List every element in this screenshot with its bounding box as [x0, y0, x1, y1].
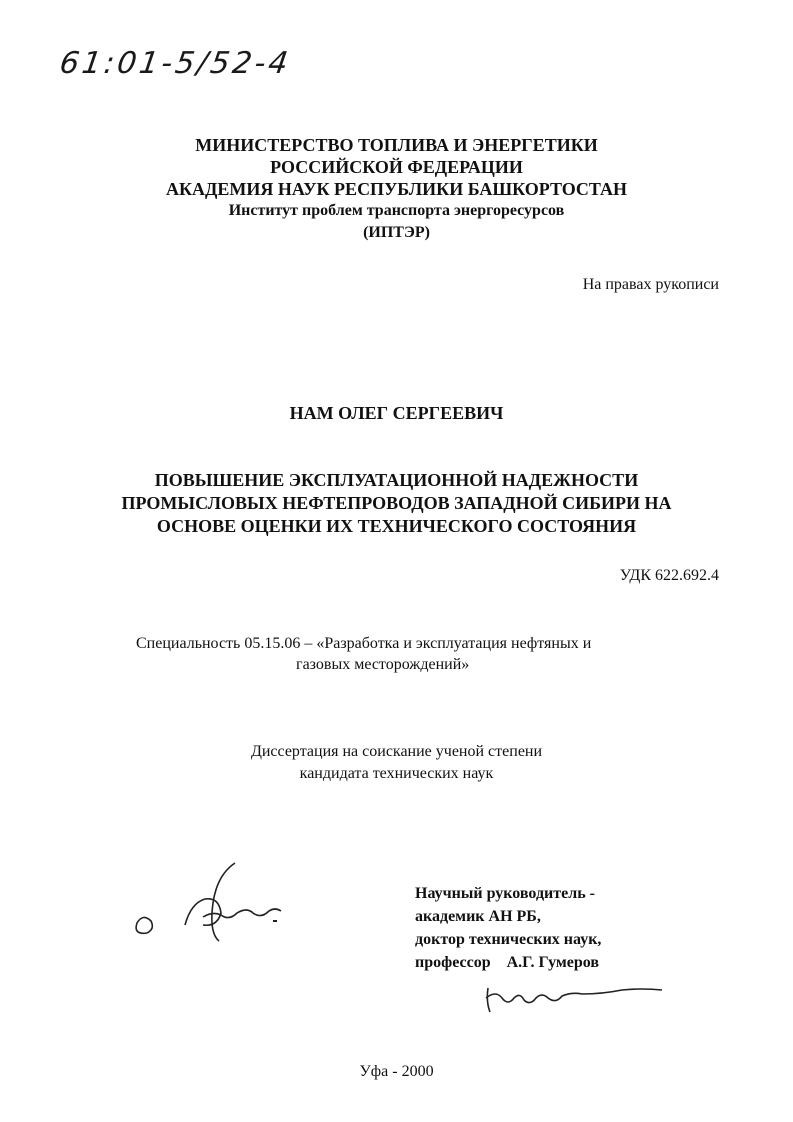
org-institute-line: Институт проблем транспорта энергоресурсов	[228, 202, 565, 219]
author-name: НАМ ОЛЕГ СЕРГЕЕВИЧ	[289, 403, 504, 423]
org-federation-line: РОССИЙСКОЙ ФЕДЕРАЦИИ	[270, 157, 523, 177]
title-line-3: ОСНОВЕ ОЦЕНКИ ИХ ТЕХНИЧЕСКОГО СОСТОЯНИЯ	[156, 516, 637, 536]
supervisor-line-2: академик АН РБ,	[415, 908, 541, 925]
city-year: Уфа - 2000	[359, 1063, 434, 1080]
org-abbreviation: (ИПТЭР)	[363, 224, 430, 241]
organization-header	[0, 134, 793, 244]
specialty-line-1: Специальность 05.15.06 – «Разработка и эксплуатация нефтяных и	[136, 635, 592, 652]
org-academy-line: АКАДЕМИЯ НАУК РЕСПУБЛИКИ БАШКОРТОСТАН	[165, 179, 628, 199]
org-ministry-line: МИНИСТЕРСТВО ТОПЛИВА И ЭНЕРГЕТИКИ	[195, 135, 598, 155]
supervisor-block	[415, 882, 601, 974]
archive-code-handwritten: 61:01-5/52-4	[57, 46, 294, 81]
supervisor-line-3: доктор технических наук,	[415, 931, 602, 948]
degree-block	[0, 741, 793, 785]
supervisor-signature	[478, 980, 688, 1020]
dissertation-title	[0, 469, 793, 538]
specialty-line-2: газовых месторождений»	[296, 656, 470, 673]
supervisor-line-4: профессор А.Г. Гумеров	[415, 954, 600, 971]
supervisor-line-1: Научный руководитель -	[415, 885, 595, 902]
udk-code: УДК 622.692.4	[619, 567, 719, 584]
specialty-block	[136, 633, 696, 675]
manuscript-note: На правах рукописи	[582, 276, 719, 293]
title-line-1: ПОВЫШЕНИЕ ЭКСПЛУАТАЦИОННОЙ НАДЕЖНОСТИ	[154, 470, 639, 490]
title-line-2: ПРОМЫСЛОВЫХ НЕФТЕПРОВОДОВ ЗАПАДНОЙ СИБИРИ НА	[121, 493, 672, 513]
degree-line-1: Диссертация на соискание ученой степени	[250, 743, 543, 760]
author-signature	[125, 855, 295, 965]
degree-line-2: кандидата технических наук	[299, 765, 494, 782]
